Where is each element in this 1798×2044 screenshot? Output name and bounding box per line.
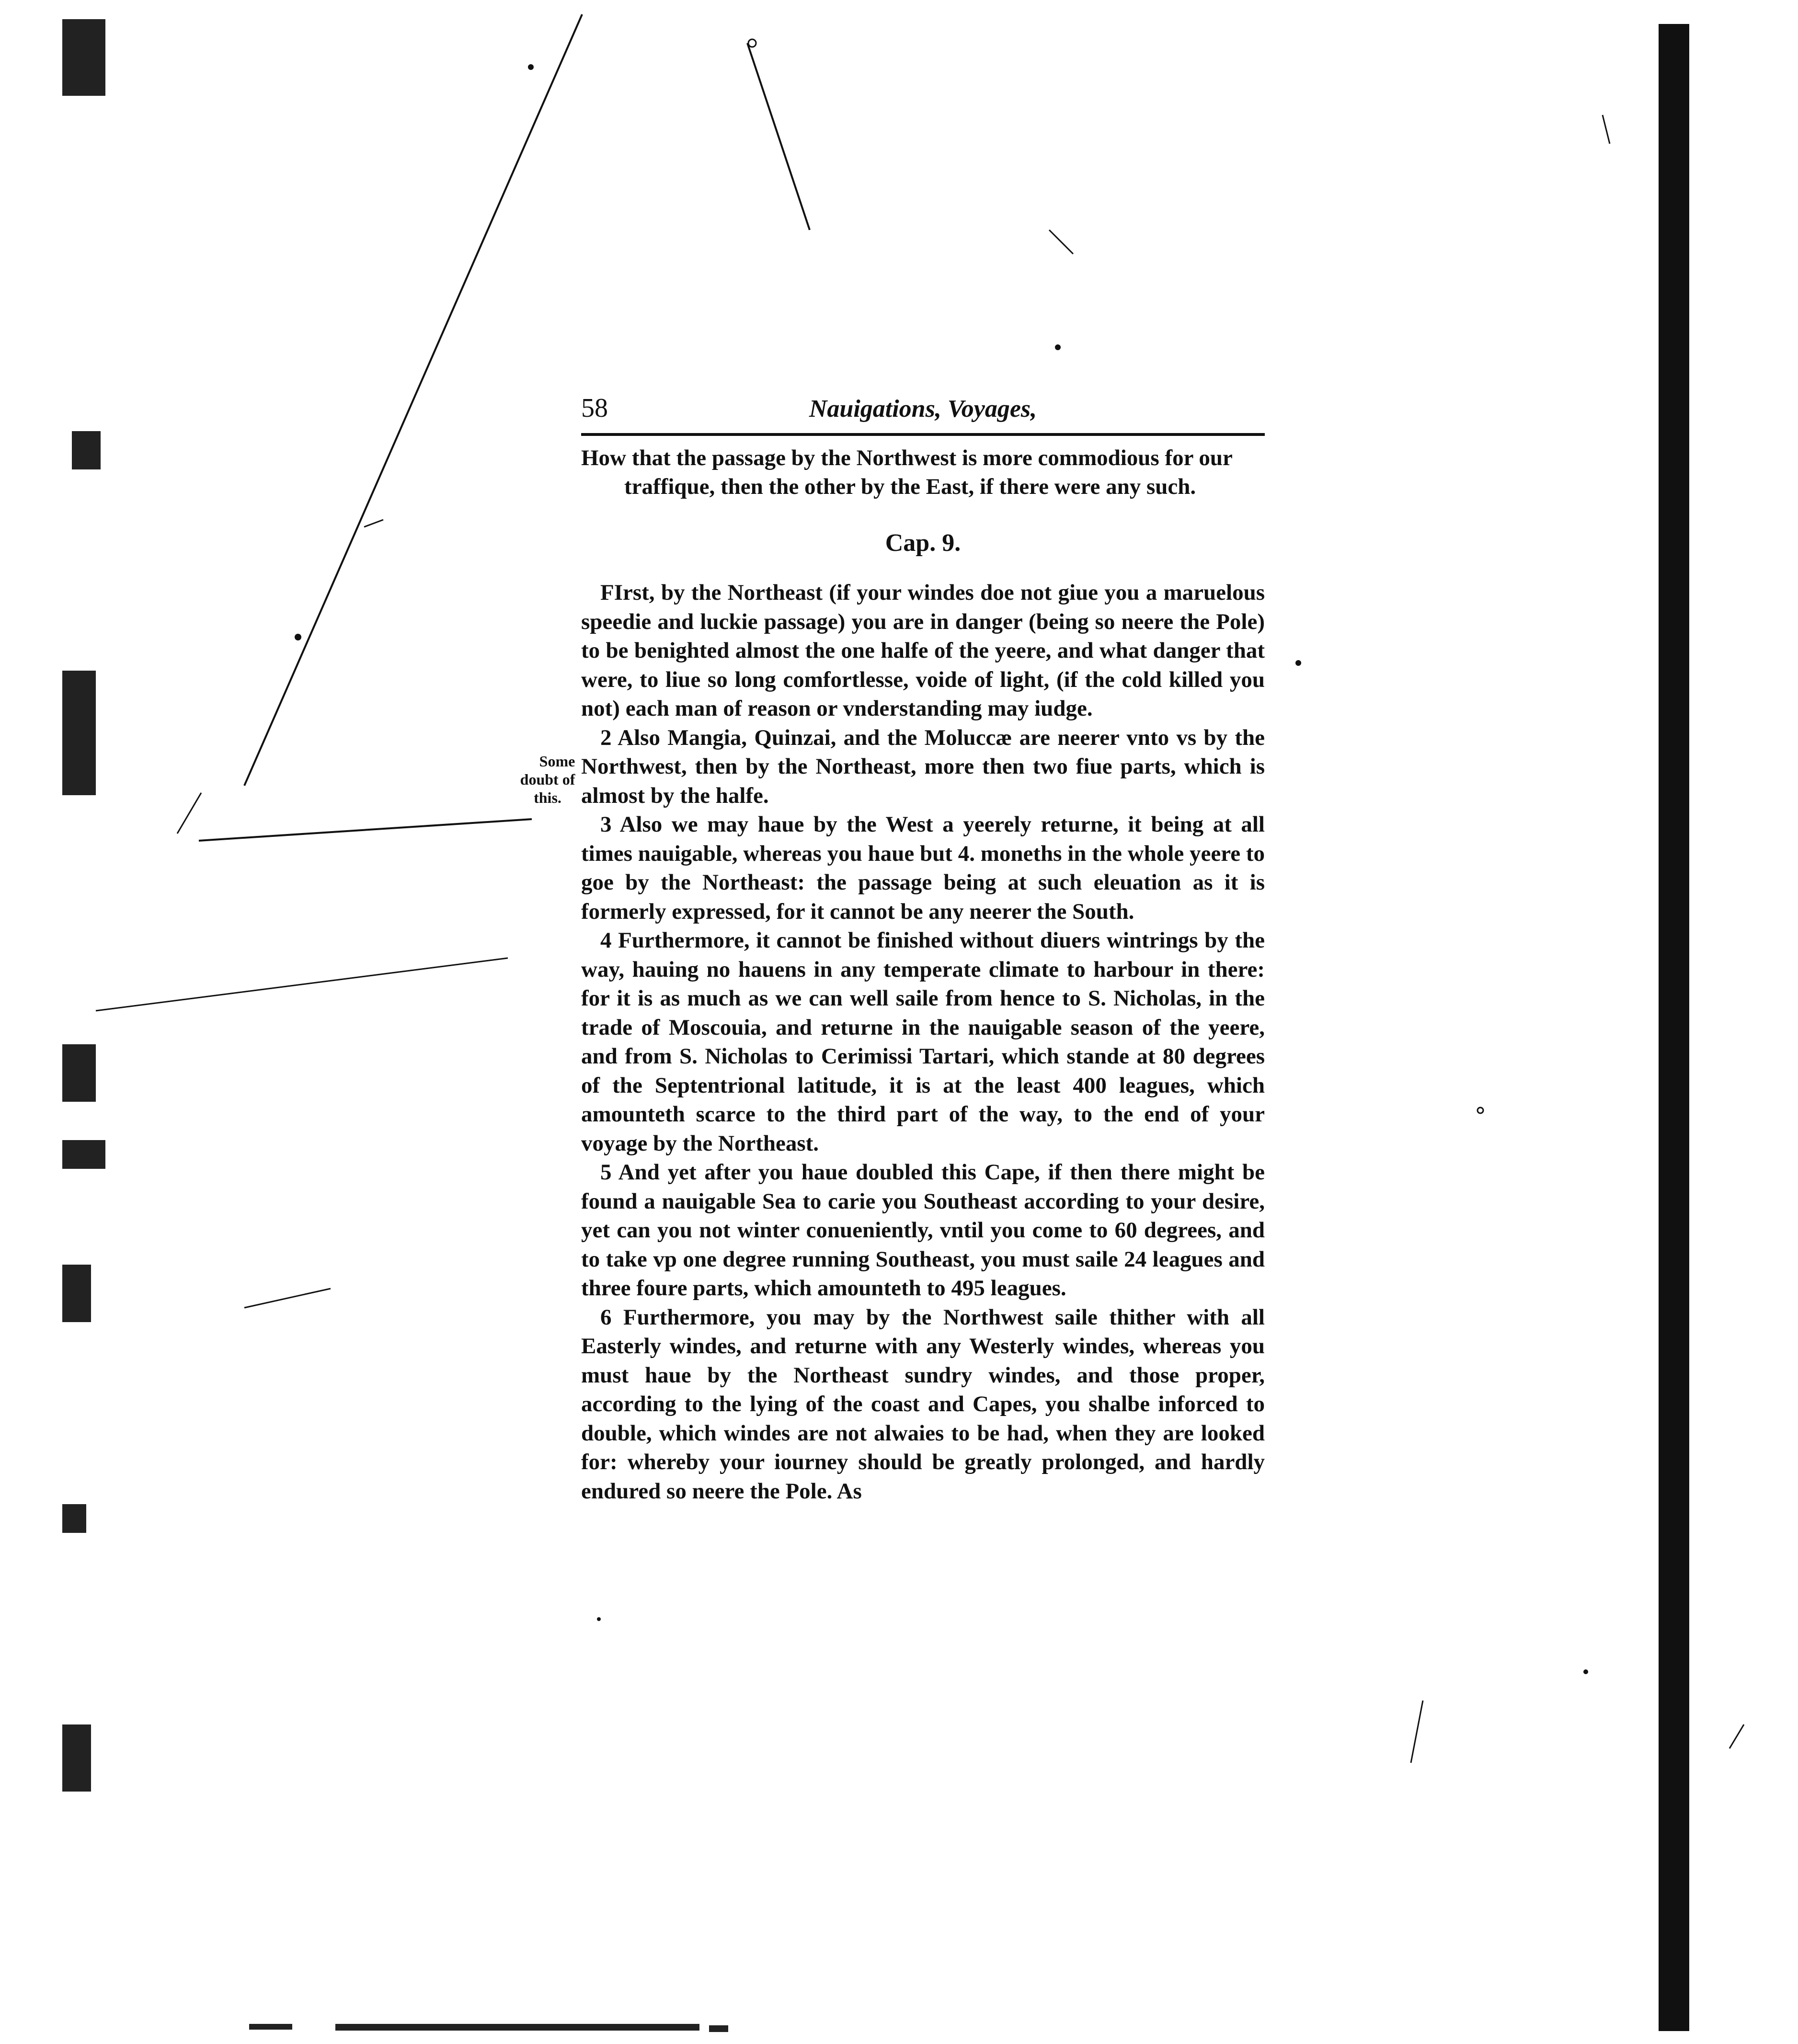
paragraph-5: 5 And yet after you haue doubled this Cape, if then there might be found a nauigable Sea to carie you Southeast according to your desire, yet can you not winter conueniently, vntil you come to 60 degrees, and to take vp one degree running Southeast, you must saile 24 leagues and three foure parts, which amounteth to 495 leagues.: [581, 1160, 1265, 1301]
running-head: [581, 393, 1265, 431]
page-number: 58: [581, 393, 608, 423]
chapter-summary: How that the passage by the Northwest is more commodious for our traffique, then the other by the East, if there were any such.: [581, 445, 1233, 499]
book-page: [520, 393, 1265, 1506]
margin-note: Some doubt of this.: [520, 752, 575, 806]
paragraph-6: 6 Furthermore, you may by the Northwest saile thither with all Easterly windes, and returne with any Westerly windes, whereas you must haue by the Northeast sundry windes, and those proper, according to the lying of the coast and Capes, you shalbe inforced to double, which windes are not alwaies to be had, when they are looked for: whereby your iourney should be greatly prolonged, and hardly endured so neere the Pole. As: [581, 1304, 1265, 1504]
header-rule: [581, 433, 1265, 436]
running-title: Nauigations, Voyages,: [809, 395, 1037, 423]
paragraph-1: FIrst, by the Northeast (if your windes doe not giue you a maruelous speedie and luckie passage) you are in danger (being so neere the Pole) to be benighted almost the one halfe of the yeere, and what danger that were, to liue so long comfortlesse, voide of light, (if the cold killed you not) each man of reason or vnderstanding may iudge.: [581, 580, 1265, 721]
chapter-heading: Cap. 9.: [885, 529, 961, 557]
paragraph-4: 4 Furthermore, it cannot be finished without diuers wintrings by the way, hauing no hauens in any temperate climate to harbour in there: for it is as much as we can well saile from hence to S. Nicholas, in the trade of Moscouia, and returne in the nauigable season of the yeere, and from S. Nicholas to Cerimissi Tartari, which stande at 80 degrees of the Septentrional latitude, it is at the least 400 leagues, which amounteth scarce to the third part of the way, to the end of your voyage by the Northeast.: [581, 928, 1265, 1156]
paragraph-2: 2 Also Mangia, Quinzai, and the Moluccæ are neerer vnto vs by the Northwest, then by the Northeast, more then two fiue parts, which is almost by the halfe.: [581, 725, 1265, 808]
paragraph-2-wrapper: [520, 723, 1265, 811]
paragraph-3: 3 Also we may haue by the West a yeerely returne, it being at all times nauigable, whereas you haue but 4. moneths in the whole yeere to goe by the Northeast: the passage being at such eleuation as it is formerly expressed, for it cannot be any neerer the South.: [581, 812, 1265, 924]
